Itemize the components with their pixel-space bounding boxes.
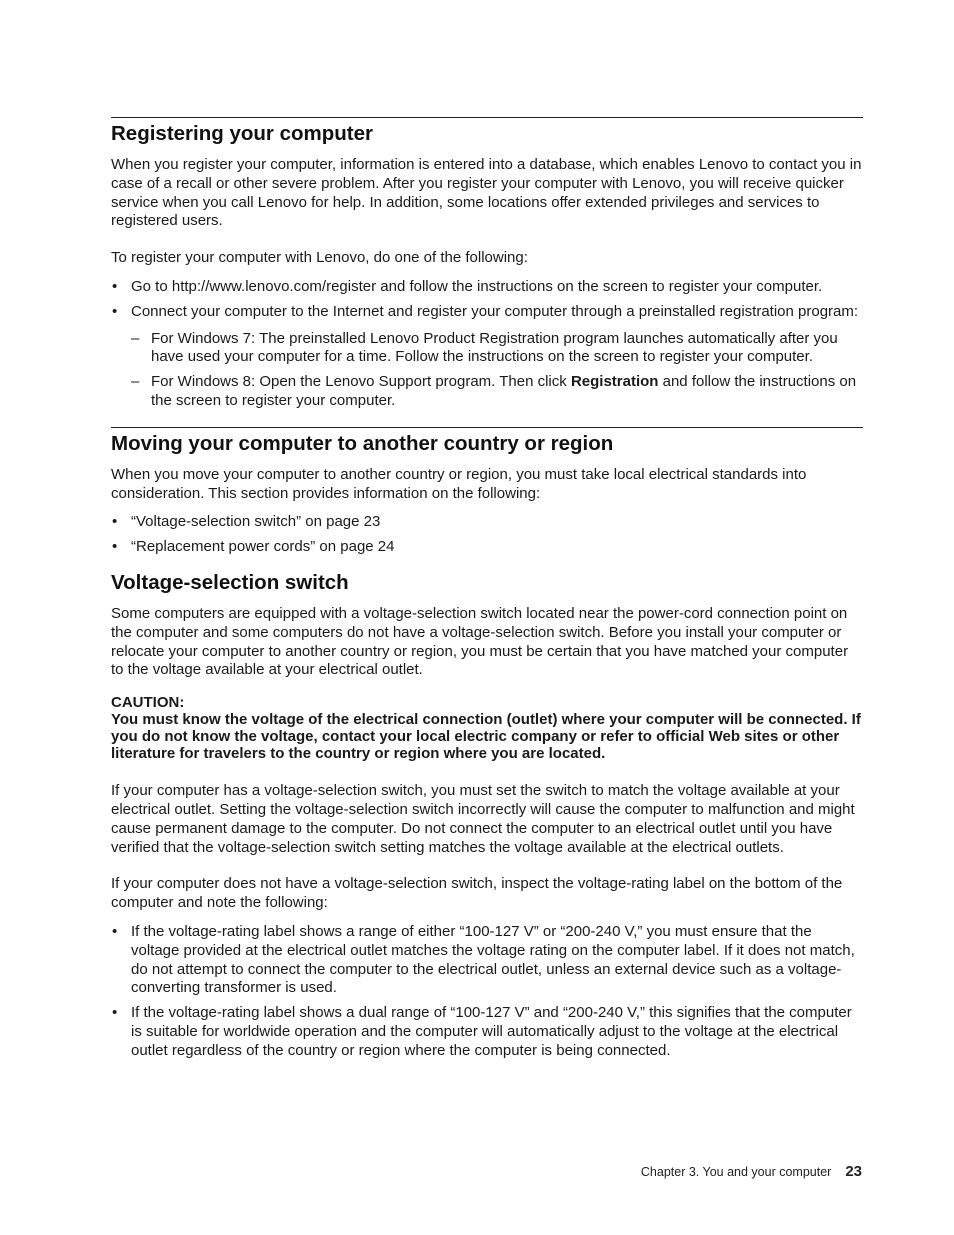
list-item-text: For Windows 8: Open the Lenovo Support program. Then click: [151, 373, 571, 391]
list-item: • If the voltage-rating label shows a dual range of “100-127 V” and “200-240 V,” this signifies that the computer is suitable for worldwide operation and the computer will automatically adjust to the voltage at the electrical outlet regardless of the country or region where the computer is being connected.: [111, 1004, 863, 1060]
page-number: 23: [845, 1163, 862, 1180]
moving-intro: When you move your computer to another country or region, you must take local electrical standards into consideration. This section provides information on the following:: [111, 465, 807, 502]
windows-options-list: [131, 330, 863, 411]
section-title-voltage: Voltage-selection switch: [111, 570, 349, 594]
list-item: [111, 303, 863, 411]
caution-text: You must know the voltage of the electrical connection (outlet) where your computer will be connected. If you do not know the voltage, contact your local electric company or refer to official Web sites or other literature for travelers to the country or region where you are located.: [111, 711, 861, 763]
list-item-text: Connect your computer to the Internet and register your computer through a preinstalled registration program:: [131, 302, 859, 320]
section-title-registering: Registering your computer: [111, 122, 373, 145]
caution-title: CAUTION:: [111, 694, 185, 712]
section-divider: [111, 117, 863, 118]
section-divider: [111, 427, 863, 428]
voltage-label-paragraph: If your computer does not have a voltage-selection switch, inspect the voltage-rating label on the bottom of the computer and note the following:: [111, 875, 843, 912]
page-footer: [641, 1163, 862, 1180]
registering-options-list: [111, 278, 863, 411]
chapter-label: Chapter 3. You and your computer: [640, 1165, 832, 1179]
list-item: • Go to http://www.lenovo.com/register and follow the instructions on the screen to register your computer.: [111, 278, 863, 297]
registering-intro: When you register your computer, information is entered into a database, which enables Lenovo to contact you in case of a recall or other severe problem. After you register your computer with Lenovo, you will receive quicker service when you call Lenovo for help. In addition, some locations offer extended privileges and services to registered users.: [111, 156, 862, 230]
voltage-intro: Some computers are equipped with a voltage-selection switch located near the power-cord connection point on the computer and some computers do not have a voltage-selection switch. Before you install your computer or relocate your computer to another country or region, you must be certain that you have matched your computer to the voltage available at your electrical outlet.: [111, 604, 849, 679]
voltage-switch-paragraph: If your computer has a voltage-selection switch, you must set the switch to match the voltage available at your electrical outlet. Setting the voltage-selection switch incorrectly will cause the computer to malfunction and might cause permanent damage to the computer. Do not connect the computer to an electrical outlet until you have verified that the voltage-selection switch setting matches the voltage available at the electrical outlets.: [111, 782, 855, 856]
list-item: • “Replacement power cords” on page 24: [111, 538, 863, 557]
list-item: • If the voltage-rating label shows a range of either “100-127 V” or “200-240 V,” you must ensure that the voltage provided at the electrical outlet matches the voltage rating on the computer label. If it does not match, do not attempt to connect the computer to the electrical outlet, unless an external device such as a voltage-converting transformer is used.: [111, 923, 863, 998]
voltage-rating-list: [111, 923, 863, 1061]
list-item: [131, 373, 863, 411]
list-item: – For Windows 7: The preinstalled Lenovo Product Registration program launches automatically after you have used your computer for a time. Follow the instructions on the screen to register your computer.: [131, 330, 863, 368]
registration-emphasis: Registration: [570, 373, 659, 391]
moving-topics-list: [111, 513, 863, 557]
section-title-moving: Moving your computer to another country or region: [111, 431, 614, 455]
registering-lead: To register your computer with Lenovo, do one of the following:: [111, 249, 528, 267]
caution-notice: [111, 694, 863, 762]
document-page: [111, 117, 863, 1073]
list-item: • “Voltage-selection switch” on page 23: [111, 513, 863, 532]
list-item-text: and follow the instructions on the screen to register your computer.: [151, 373, 857, 409]
